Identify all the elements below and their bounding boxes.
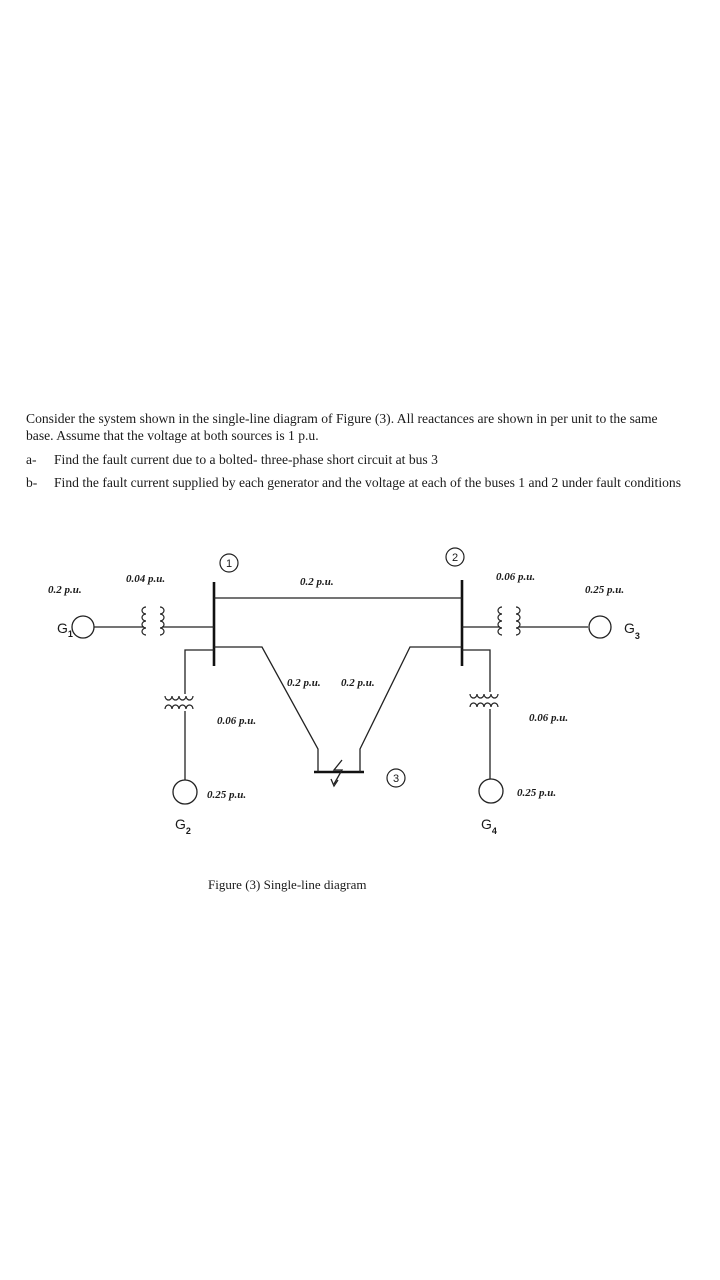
transformer-t1-primary-icon <box>142 607 146 635</box>
question-b-marker: b- <box>26 475 38 490</box>
bus-1-number: 1 <box>225 558 233 570</box>
transformer-t4-primary-icon <box>470 694 498 698</box>
g4-reactance: 0.25 p.u. <box>517 787 557 799</box>
generator-g2-label: $G_2$ <box>175 816 191 836</box>
figure-caption: Figure (3) Single-line diagram <box>208 877 367 892</box>
t3-lead <box>185 650 214 694</box>
generator-g3-label: $G_3$ <box>624 620 640 641</box>
t4-lead <box>462 650 490 692</box>
generator-g2-icon <box>173 780 197 804</box>
transformer-t3-secondary-icon <box>165 705 193 709</box>
problem-statement <box>26 410 686 497</box>
g3-reactance: 0.25 p.u. <box>585 584 625 596</box>
t1-reactance: 0.04 p.u. <box>126 573 166 585</box>
transformer-t3-primary-icon <box>165 696 193 700</box>
transformer-t2-primary-icon <box>498 607 502 635</box>
generator-g2-branch <box>165 650 256 836</box>
generator-g3-branch <box>462 571 640 641</box>
generator-g3-icon <box>589 616 611 638</box>
question-b <box>26 474 686 491</box>
question-a <box>26 451 686 468</box>
t2-reactance: 0.06 p.u. <box>496 571 536 583</box>
bus-3-number: 3 <box>392 773 400 785</box>
generator-g1-icon <box>72 616 94 638</box>
question-a-text: Find the fault current due to a bolted- three-phase short circuit at bus 3 <box>54 452 438 467</box>
line-1-3-reactance: 0.2 p.u. <box>287 677 321 689</box>
transformer-t1-secondary-icon <box>160 607 164 635</box>
line-1-2-reactance: 0.2 p.u. <box>300 576 334 588</box>
bus-2-number: 2 <box>451 552 459 564</box>
g2-reactance: 0.25 p.u. <box>207 789 247 801</box>
g1-reactance: 0.2 p.u. <box>48 584 82 596</box>
generator-g1-label: $G_1$ <box>57 620 73 639</box>
line-1-3 <box>214 647 318 772</box>
question-b-text: Find the fault current supplied by each generator and the voltage at each of the buses 1 and 2 under fault conditions <box>54 475 681 490</box>
transformer-t4-secondary-icon <box>470 703 498 707</box>
single-line-diagram <box>0 540 720 900</box>
generator-g4-label: $G_4$ <box>481 816 497 836</box>
t4-reactance: 0.06 p.u. <box>529 712 569 724</box>
transformer-t2-secondary-icon <box>516 607 520 635</box>
question-a-marker: a- <box>26 452 37 467</box>
generator-g4-branch <box>462 650 568 836</box>
line-2-3 <box>360 647 462 772</box>
problem-intro: Consider the system shown in the single-line diagram of Figure (3). All reactances are shown in per unit to the same base. Assume that the voltage at both sources is 1 p.u. <box>26 411 658 443</box>
bus-1 <box>214 554 238 666</box>
generator-g4-icon <box>479 779 503 803</box>
t3-reactance: 0.06 p.u. <box>217 715 257 727</box>
bus-2 <box>446 548 464 666</box>
generator-g1-branch <box>48 573 214 639</box>
line-2-3-reactance: 0.2 p.u. <box>341 677 375 689</box>
